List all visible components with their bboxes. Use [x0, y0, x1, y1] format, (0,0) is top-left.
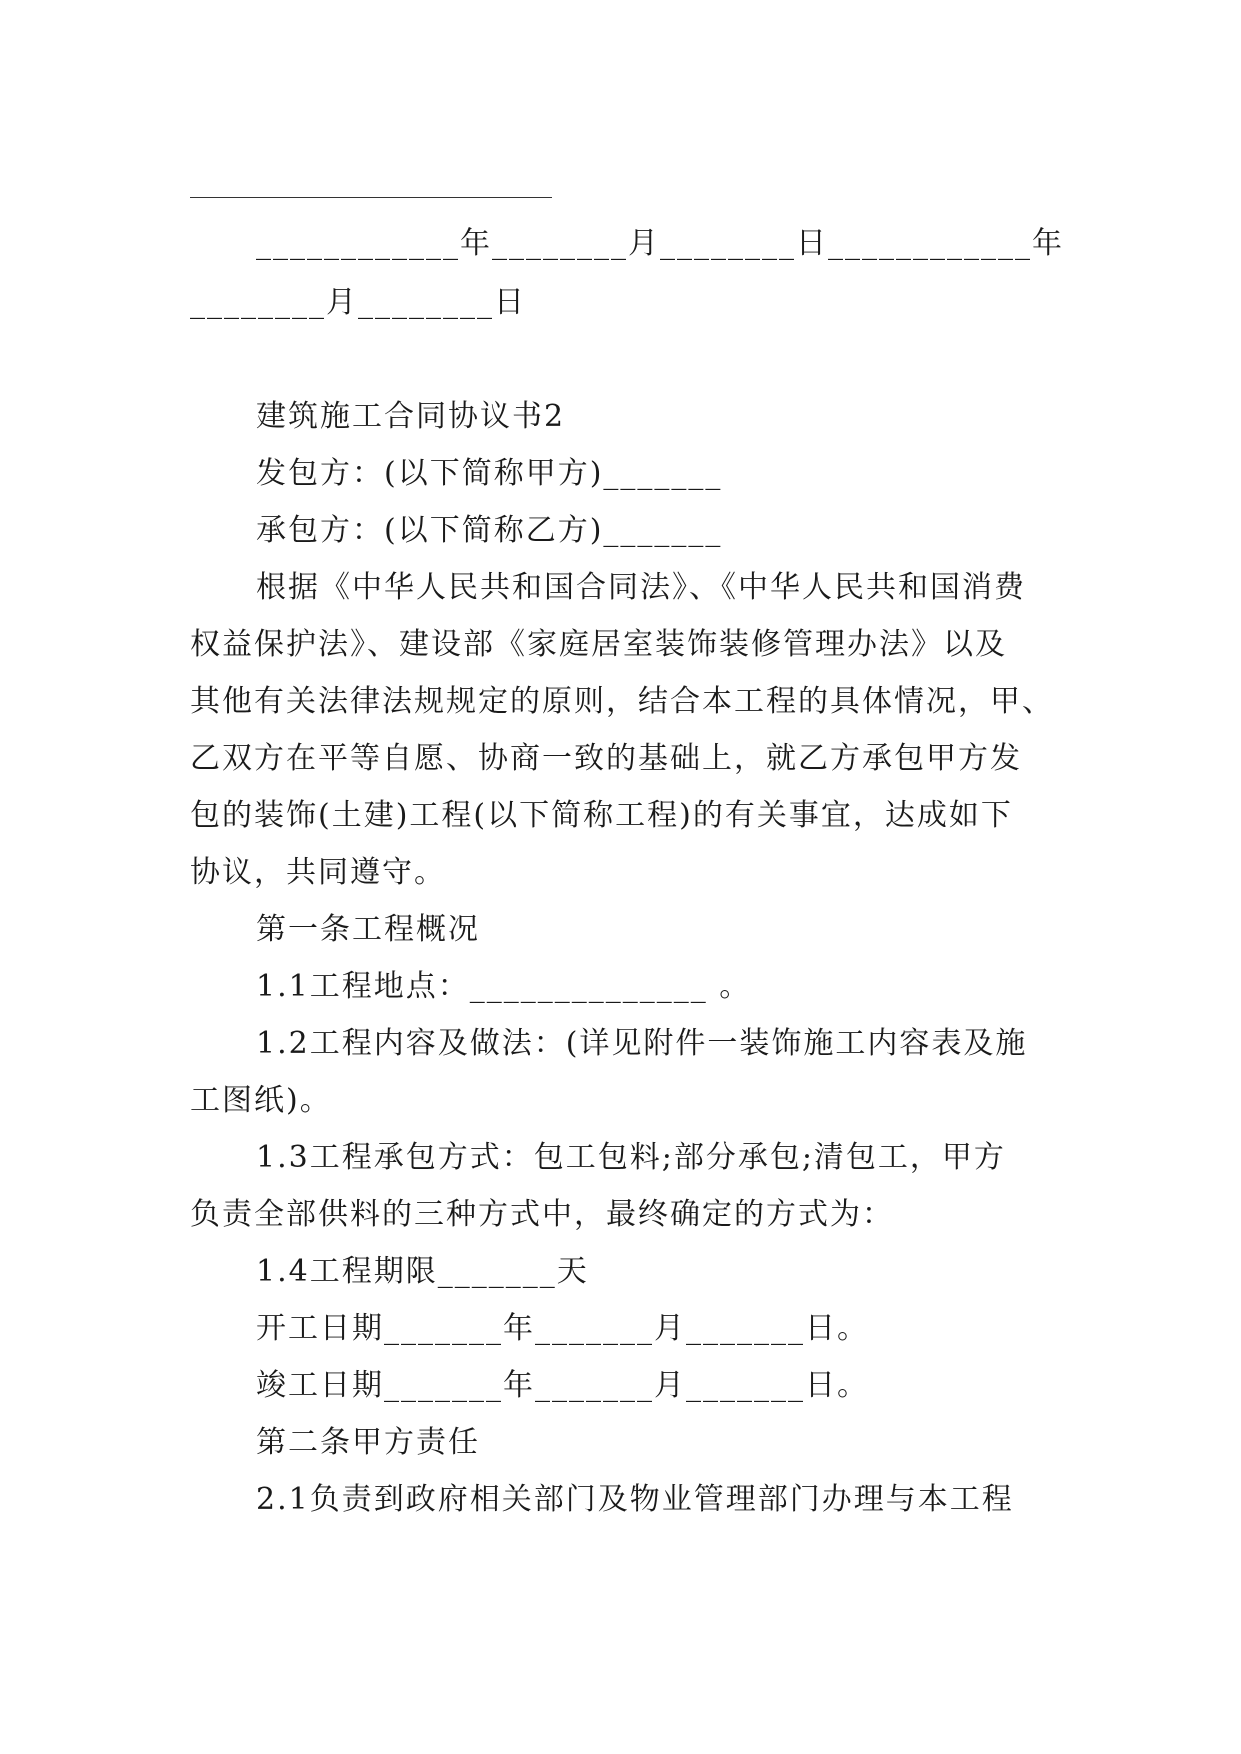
- clause-line: 工图纸)。: [190, 1083, 332, 1118]
- preamble-line: 权益保护法》、建设部《家庭居室装饰装修管理办法》以及: [190, 627, 1007, 662]
- start-date-line: 开工日期_______年_______月_______日。: [256, 1311, 869, 1346]
- clause-line: 负责全部供料的三种方式中，最终确定的方式为：: [190, 1197, 894, 1232]
- signature-rule: [190, 197, 552, 198]
- preamble-line: 包的装饰(土建)工程(以下简称工程)的有关事宜，达成如下: [190, 798, 1013, 833]
- article-heading: 第二条甲方责任: [256, 1425, 480, 1460]
- preamble-line: 其他有关法律法规规定的原则，结合本工程的具体情况，甲、: [190, 684, 1054, 719]
- party-b-line: 承包方：(以下简称乙方)_______: [256, 513, 723, 548]
- document-title: 建筑施工合同协议书2: [256, 399, 566, 434]
- preamble-line: 协议，共同遵守。: [190, 855, 446, 890]
- preamble-line: 根据《中华人民共和国合同法》、《中华人民共和国消费: [256, 570, 1026, 605]
- date-line-continued: ________月________日: [190, 285, 526, 320]
- clause-line: 1.2工程内容及做法：(详见附件一装饰施工内容表及施: [256, 1026, 1028, 1061]
- clause-line: 2.1负责到政府相关部门及物业管理部门办理与本工程: [256, 1482, 1014, 1517]
- preamble-line: 乙双方在平等自愿、协商一致的基础上，就乙方承包甲方发: [190, 741, 1022, 776]
- party-a-line: 发包方：(以下简称甲方)_______: [256, 456, 723, 491]
- clause-line: 1.1工程地点：______________ 。: [256, 969, 752, 1004]
- clause-line: 1.4工程期限_______天: [256, 1254, 589, 1289]
- date-line: ____________年________月________日____________年: [256, 226, 1064, 261]
- article-heading: 第一条工程概况: [256, 912, 480, 947]
- clause-line: 1.3工程承包方式：包工包料;部分承包;清包工，甲方: [256, 1140, 1006, 1175]
- completion-date-line: 竣工日期_______年_______月_______日。: [256, 1368, 869, 1403]
